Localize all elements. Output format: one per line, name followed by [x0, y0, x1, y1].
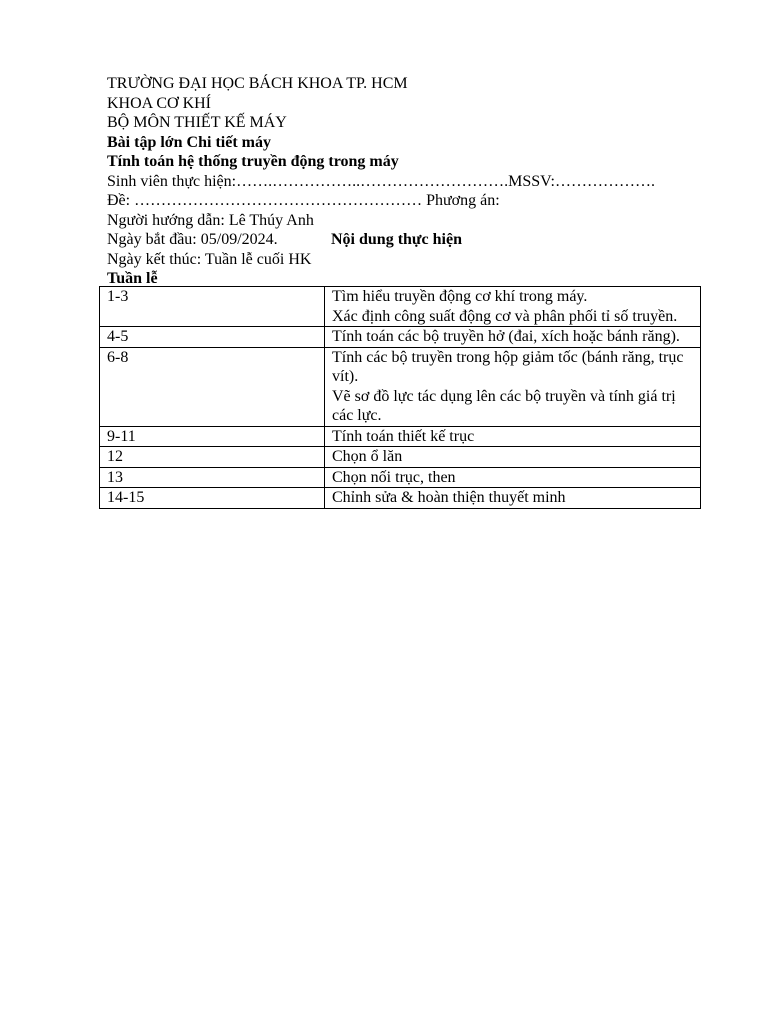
week-cell: 6-8 — [100, 347, 325, 426]
content-text: Tính toán các bộ truyền hở (đai, xích hoặc bánh răng). — [332, 328, 680, 345]
week-cell: 4-5 — [100, 327, 325, 348]
start-row — [107, 230, 707, 250]
content-text: Chọn ổ lăn — [332, 448, 403, 465]
topic-title: Tính toán hệ thống truyền động trong máy — [107, 153, 399, 170]
table-row — [100, 287, 701, 327]
university-name: TRƯỜNG ĐẠI HỌC BÁCH KHOA TP. HCM — [107, 75, 408, 92]
end-date-line: Ngày kết thúc: Tuần lễ cuối HK — [107, 250, 312, 268]
start-date-line: Ngày bắt đầu: 05/09/2024. — [107, 231, 278, 248]
content-text: Tính các bộ truyền trong hộp giảm tốc (bánh răng, trục vít). — [332, 348, 684, 385]
week-cell: 1-3 — [100, 287, 325, 327]
week-heading: Tuần lễ — [107, 270, 158, 287]
table-row — [100, 447, 701, 468]
content-cell — [325, 327, 701, 348]
content-cell — [325, 347, 701, 426]
week-cell: 13 — [100, 467, 325, 488]
content-text: Tính toán thiết kế trục — [332, 427, 475, 445]
content-text: Chọn nối trục, then — [332, 468, 456, 486]
content-text: Chỉnh sửa & hoàn thiện thuyết minh — [332, 489, 566, 506]
content-cell — [325, 488, 701, 509]
schedule-table — [99, 286, 701, 509]
content-cell — [325, 467, 701, 488]
assignment-title: Bài tập lớn Chi tiết máy — [107, 133, 271, 151]
table-row — [100, 467, 701, 488]
student-line: Sinh viên thực hiện:…….……………..……………………….MSSV:………………. — [107, 172, 655, 190]
content-cell — [325, 426, 701, 447]
problem-line: Đề: ……………………………………………… Phương án: — [107, 192, 500, 209]
week-cell: 12 — [100, 447, 325, 468]
table-row — [100, 426, 701, 447]
week-cell: 14-15 — [100, 488, 325, 509]
table-row — [100, 488, 701, 509]
department-name: BỘ MÔN THIẾT KẾ MÁY — [107, 114, 287, 131]
document-header — [107, 74, 707, 289]
content-heading: Nội dung thực hiện — [331, 231, 462, 248]
content-cell — [325, 287, 701, 327]
content-text: Tìm hiểu truyền động cơ khí trong máy. — [332, 288, 588, 305]
faculty-name: KHOA CƠ KHÍ — [107, 94, 211, 112]
advisor-line: Người hướng dẫn: Lê Thúy Anh — [107, 211, 314, 229]
table-row — [100, 327, 701, 348]
content-text: Xác định công suất động cơ và phân phối tỉ số truyền. — [332, 307, 678, 325]
content-cell — [325, 447, 701, 468]
table-row — [100, 347, 701, 426]
content-text: Vẽ sơ đồ lực tác dụng lên các bộ truyền và tính giá trị các lực. — [332, 387, 676, 424]
week-cell: 9-11 — [100, 426, 325, 447]
